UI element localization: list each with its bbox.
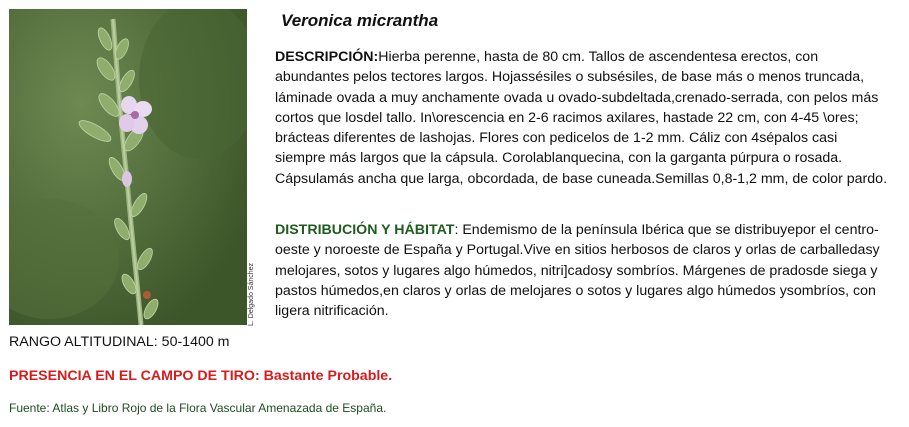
source-line: Fuente: Atlas y Libro Rojo de la Flora Vascular Amenazada de España. xyxy=(9,401,387,415)
distribution-text: : Endemismo de la península Ibérica que se distribuyepor el centro-oeste y noroeste de España y Portugal.Vive en sitios herbosos de claros y orlas de carballedasy melojares, sotos y lugares algo húmedos, nitri]cadosy sombríos. Márgenes de pradosde siega y pastos húmedos,en claros y orlas de melojares o sotos y lugares algo húmedos ysombríos, con ligera nitrificación. xyxy=(275,222,880,320)
presence-value: Bastante Probable. xyxy=(263,368,393,384)
presence-line xyxy=(9,368,392,384)
description-label: DESCRIPCIÓN: xyxy=(275,49,379,65)
description-paragraph xyxy=(275,47,887,189)
presence-label: PRESENCIA EN EL CAMPO DE TIRO: xyxy=(9,368,260,384)
species-title: Veronica micrantha xyxy=(281,11,439,30)
plant-photo xyxy=(9,9,247,325)
photo-credit-text: L. Delgado Sánchez xyxy=(248,262,255,326)
altitude-range: RANGO ALTITUDINAL: 50-1400 m xyxy=(9,334,230,350)
plant-illustration xyxy=(9,9,247,325)
photo-credit xyxy=(248,258,258,326)
distribution-paragraph xyxy=(275,220,887,321)
description-text: Hierba perenne, hasta de 80 cm. Tallos de ascendentesa erectos, con abundantes pelos tectores largos. Hojassésiles o subsésiles, de base más o menos truncada, láminade ovada a muy anchamente ovada u ovado-subdeltada,crenado-serrada, con pelos más cortos que losdel tallo. In\orescencia en 2-6 racimos axilares, hastade 22 cm, con 4-45 \ores; brácteas diferentes de lashojas. Flores con pedicelos de 1-2 mm. Cáliz con 4sépalos casi siempre más largos que la cápsula. Corolablanquecina, con la garganta púrpura o rosada. Cápsulamás ancha que larga, obcordada, de base cuneada.Semillas 0,8-1,2 mm, de color pardo. xyxy=(275,49,888,187)
distribution-label: DISTRIBUCIÓN Y HÁBITAT xyxy=(275,222,455,238)
